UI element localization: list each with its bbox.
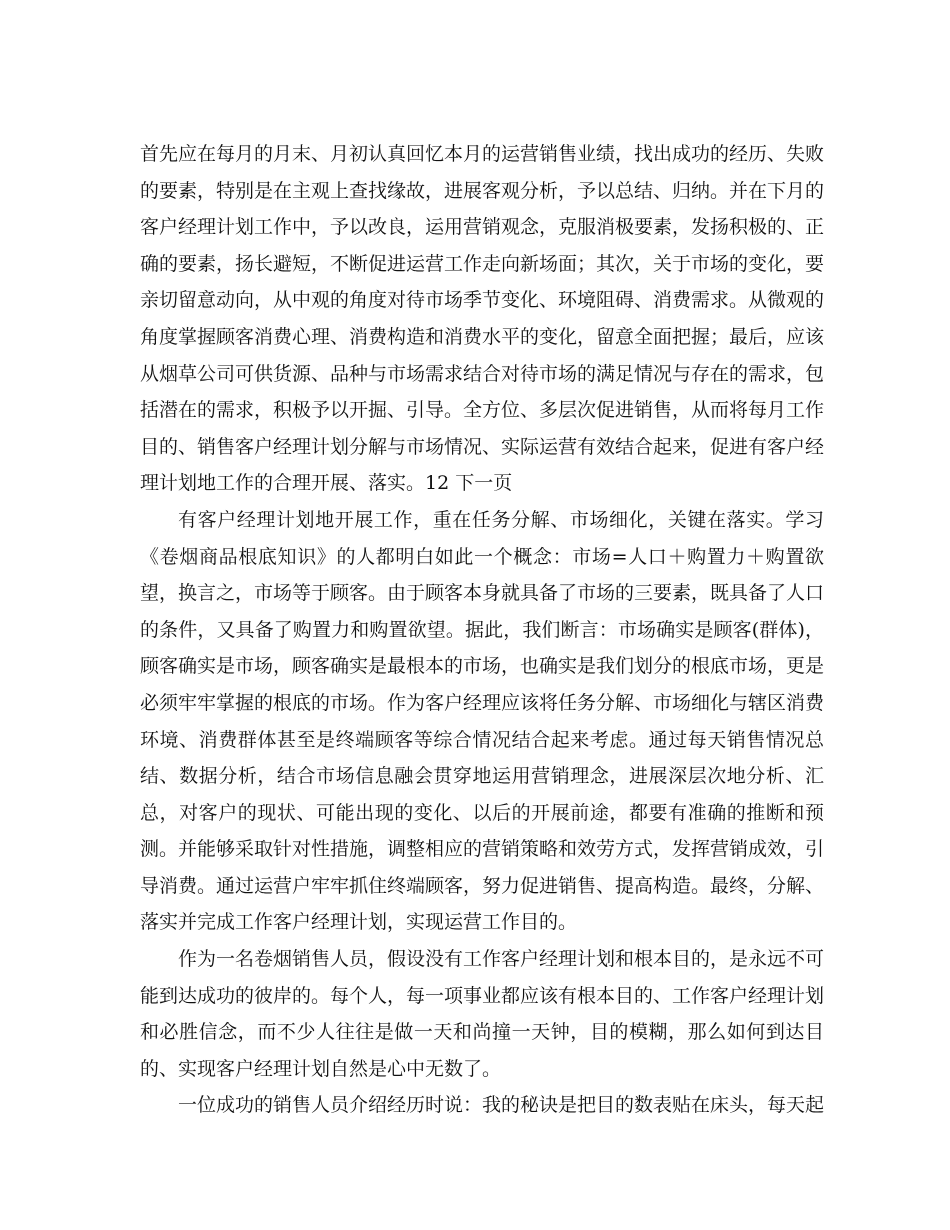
paragraph-3: 作为一名卷烟销售人员，假设没有工作客户经理计划和根本目的，是永远不可能到达成功的彼岸的。每个人，每一项事业都应该有根本目的、工作客户经理计划和必胜信念，而不少人往往是做一天和尚撞一天钟，目的模糊，那么如何到达目的、实现客户经理计划自然是心中无数了。 bbox=[140, 948, 825, 1080]
paragraph-4: 一位成功的销售人员介绍经历时说：我的秘诀是把目的数表贴在床头，每天起 bbox=[178, 1094, 825, 1117]
document-body bbox=[140, 136, 824, 1124]
paragraph-2: 有客户经理计划地开展工作，重在任务分解、市场细化，关键在落实。学习《卷烟商品根底知识》的人都明白如此一个概念：市场=人口＋购置力＋购置欲望，换言之，市场等于顾客。由于顾客本身就具备了市场的三要素，既具备了人口的条件，又具备了购置力和购置欲望。据此，我们断言：市场确实是顾客(群体)，顾客确实是市场，顾客确实是最根本的市场，也确实是我们划分的根底市场，更是必须牢牢掌握的根底的市场。作为客户经理应该将任务分解、市场细化与辖区消费环境、消费群体甚至是终端顾客等综合情况结合起来考虑。通过每天销售情况总结、数据分析，结合市场信息融会贯穿地运用营销理念，进展深层次地分析、汇总，对客户的现状、可能出现的变化、以后的开展前途，都要有准确的推断和预测。并能够采取针对性措施，调整相应的营销策略和效劳方式，发挥营销成效，引导消费。通过运营户牢牢抓住终端顾客，努力促进销售、提高构造。最终，分解、落实并完成工作客户经理计划，实现运营工作目的。 bbox=[140, 508, 825, 934]
paragraph-1: 首先应在每月的月末、月初认真回忆本月的运营销售业绩，找出成功的经历、失败的要素，特别是在主观上查找缘故，进展客观分析，予以总结、归纳。并在下月的客户经理计划工作中，予以改良，运用营销观念，克服消极要素，发扬积极的、正确的要素，扬长避短，不断促进运营工作走向新场面；其次，关于市场的变化，要亲切留意动向，从中观的角度对待市场季节变化、环境阻碍、消费需求。从微观的角度掌握顾客消费心理、消费构造和消费水平的变化，留意全面把握；最后，应该从烟草公司可供货源、品种与市场需求结合对待市场的满足情况与存在的需求，包括潜在的需求，积极予以开掘、引导。全方位、多层次促进销售，从而将每月工作目的、销售客户经理计划分解与市场情况、实际运营有效结合起来，促进有客户经理计划地工作的合理开展、落实。12 下一页 bbox=[140, 143, 825, 495]
